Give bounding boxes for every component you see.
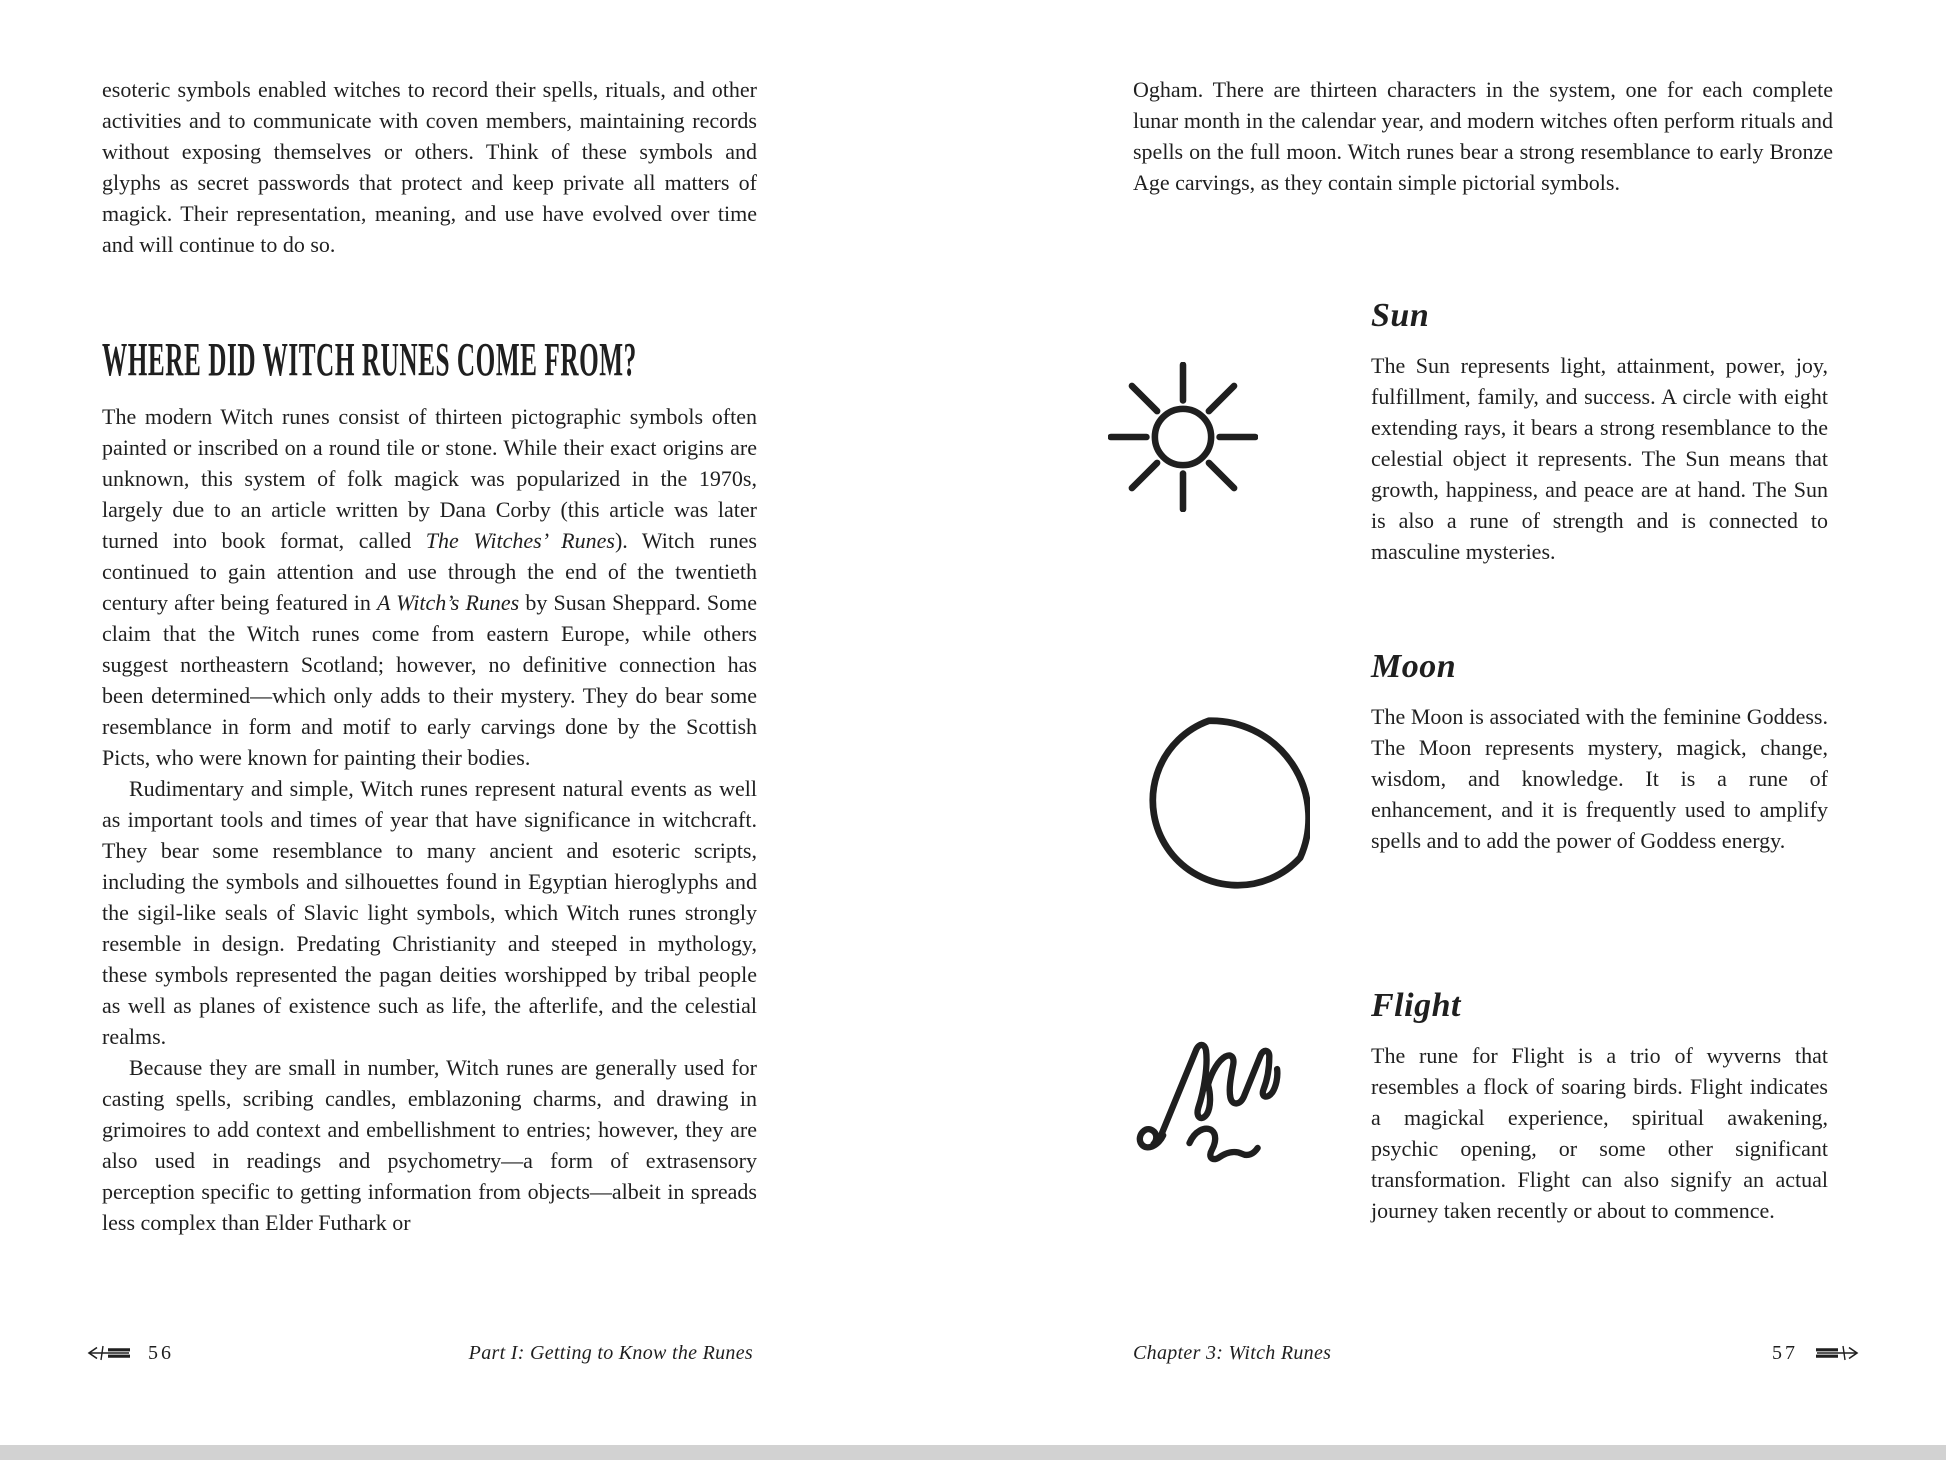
sun-rune-icon — [1108, 362, 1258, 512]
intro-paragraph-continued: esoteric symbols enabled witches to record their spells, rituals, and other activities and to communicate with coven members, maintaining records without exposing themselves or others. Think of these symbols and glyphs as secret passwords that protect and keep private all matters of magick. Their representation, meaning, and use have evolved over time and will continue to do so. — [102, 77, 757, 257]
page-number: 56 — [148, 1342, 174, 1364]
rune-description-flight: The rune for Flight is a trio of wyverns that resembles a flock of soaring birds. Flight indicates a magickal experience, spiritual awakening, psychic opening, or some other significant transformation. Flight can also signify an actual journey taken recently or about to commence. — [1371, 1043, 1828, 1223]
left-page-text-block — [102, 74, 757, 1238]
moon-symbol-column — [1133, 647, 1371, 898]
arrow-left-icon — [86, 1344, 132, 1362]
rune-heading-flight: Flight — [1371, 987, 1461, 1024]
left-page-footer — [86, 1341, 753, 1365]
flight-section-text — [1371, 986, 1828, 1226]
rune-description-moon: The Moon is associated with the feminine Goddess. The Moon represents mystery, magick, change, wisdom, and knowledge. It is a rune of enhancement, and it is frequently used to amplify spells and to add the power of Goddess energy. — [1371, 704, 1828, 853]
rune-description-sun: The Sun represents light, attainment, power, joy, fulfillment, family, and success. A circle with eight extending rays, it bears a strong resemblance to the celestial object it represents. The Sun means that growth, happiness, and peace are at hand. The Sun is also a rune of strength and is connected to masculine mysteries. — [1371, 353, 1828, 564]
part-label: Part I: Getting to Know the Runes — [468, 1342, 753, 1364]
sun-symbol-column — [1133, 296, 1371, 512]
rune-sections — [1133, 296, 1833, 1226]
left-footer-page-number-group — [86, 1341, 174, 1365]
rune-heading-moon: Moon — [1371, 648, 1457, 685]
arrow-right-icon — [1814, 1344, 1860, 1362]
page-bottom-edge — [0, 1445, 1946, 1460]
rune-section-moon — [1133, 647, 1833, 898]
right-page-footer — [1133, 1341, 1860, 1365]
moon-rune-icon — [1146, 715, 1310, 898]
chapter-label: Chapter 3: Witch Runes — [1133, 1342, 1332, 1364]
paragraph-usage: Because they are small in number, Witch runes are generally used for casting spells, scribing candles, emblazoning charms, and drawing in grimoires to add context and embellishment to entries; however, they are also used in readings and psychometry—a form of extrasensory perception specific to getting information from objects—albeit in spreads less complex than Elder Futhark or — [102, 1055, 757, 1235]
page-number: 57 — [1772, 1342, 1798, 1364]
flight-rune-icon — [1133, 1034, 1318, 1185]
flight-symbol-column — [1133, 986, 1371, 1185]
rune-section-sun — [1133, 296, 1833, 567]
paragraph-rudimentary: Rudimentary and simple, Witch runes represent natural events as well as important tools and times of year that have significance in witchcraft. They bear some resemblance to many ancient and esoteric scripts, including the symbols and silhouettes found in Egyptian hieroglyphs and the sigil-like seals of Slavic light symbols, which Witch runes strongly resemble in design. Predating Christianity and steeped in mythology, these symbols represented the pagan deities worshipped by tribal people as well as planes of existence such as life, the afterlife, and the celestial realms. — [102, 776, 757, 1049]
moon-section-text — [1371, 647, 1828, 856]
rune-heading-sun: Sun — [1371, 297, 1430, 334]
paragraph-origins: The modern Witch runes consist of thirteen pictographic symbols often painted or inscribed on a round tile or stone. While their exact origins are unknown, this system of folk magick was popularized in the 1970s, largely due to an article written by Dana Corby (this article was later turned into book format, called The Witches’ Runes). Witch runes continued to gain attention and use through the end of the twentieth century after being featured in A Witch’s Runes by Susan Sheppard. Some claim that the Witch runes come from eastern Europe, while others suggest northeastern Scotland; however, no definitive connection has been determined—which only adds to their mystery. They do bear some resemblance in form and motif to early carvings done by the Scottish Picts, who were known for painting their bodies. — [102, 404, 758, 770]
right-footer-page-number-group — [1772, 1341, 1860, 1365]
rune-section-flight — [1133, 986, 1833, 1226]
page-title: WHERE DID WITCH RUNES COME FROM? — [102, 333, 637, 386]
sun-section-text — [1371, 296, 1828, 567]
intro-paragraph-continued-right: Ogham. There are thirteen characters in the system, one for each complete lunar month in the calendar year, and modern witches often perform rituals and spells on the full moon. Witch runes bear a strong resemblance to early Bronze Age carvings, as they contain simple pictorial symbols. — [1133, 77, 1833, 195]
